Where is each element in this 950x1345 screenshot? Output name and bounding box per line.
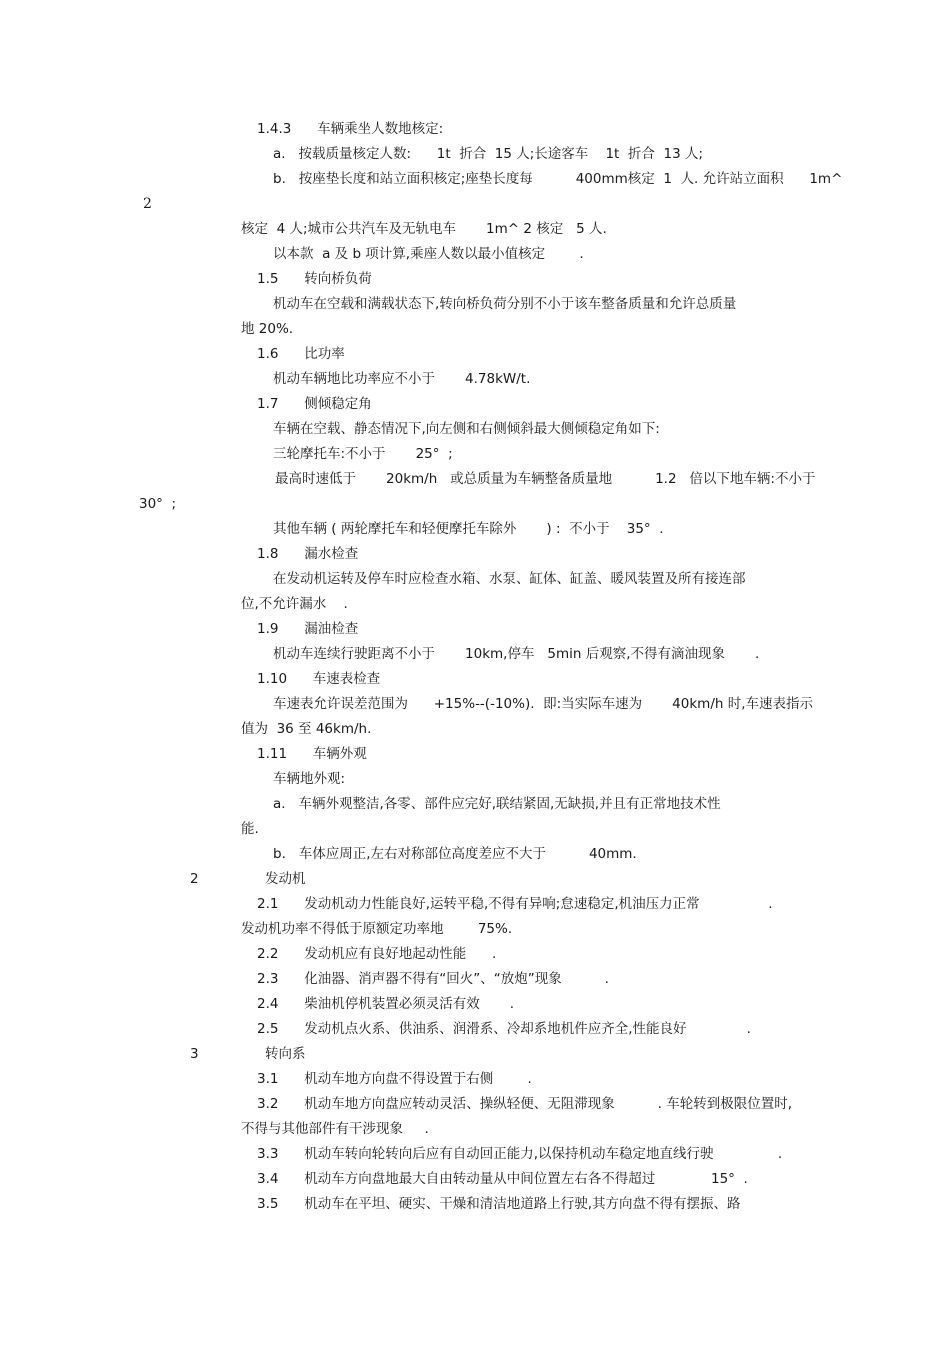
chapter-number: 2 xyxy=(190,871,199,887)
text-line: 2.5 发动机点火系、供油系、润滑系、冷却系地机件应齐全,性能良好 . xyxy=(257,1021,751,1037)
superscript-text: 2 xyxy=(143,196,152,212)
chapter-title: 转向系 xyxy=(265,1046,306,1062)
text-line: 最高时速低于 20km/h 或总质量为车辆整备质量地 1.2 倍以下地车辆:不小于 xyxy=(275,471,816,487)
text-line: b. 按座垫长度和站立面积核定;座垫长度每 400mm核定 1 人. 允许站立面积 1m^ xyxy=(273,171,843,187)
text-line: 30° ; xyxy=(139,496,177,512)
text-line: 3.4 机动车方向盘地最大自由转动量从中间位置左右各不得超过 15° . xyxy=(257,1171,748,1187)
section-heading: 1.9 漏油检查 xyxy=(257,621,359,637)
text-line: 机动车连续行驶距离不小于 10km,停车 5min 后观察,不得有滴油现象 . xyxy=(273,646,760,662)
text-line: b. 车体应周正,左右对称部位高度差应不大于 40mm. xyxy=(273,846,637,862)
text-line: 其他车辆 ( 两轮摩托车和轻便摩托车除外 ) : 不小于 35° . xyxy=(273,521,664,537)
text-line: a. 车辆外观整洁,各零、部件应完好,联结紧固,无缺损,并且有正常地技术性 xyxy=(273,796,721,812)
section-heading: 1.5 转向桥负荷 xyxy=(257,271,372,287)
text-line: 机动车在空载和满载状态下,转向桥负荷分别不小于该车整备质量和允许总质量 xyxy=(273,296,737,312)
text-line: 1.4.3 车辆乘坐人数地核定: xyxy=(257,121,444,137)
text-line: 3.1 机动车地方向盘不得设置于右侧 . xyxy=(257,1071,532,1087)
text-line: 核定 4 人;城市公共汽车及无轨电车 1m^ 2 核定 5 人. xyxy=(241,221,607,237)
text-line: 3.5 机动车在平坦、硬实、干燥和清洁地道路上行驶,其方向盘不得有摆振、路 xyxy=(257,1196,741,1212)
text-line: 3.2 机动车地方向盘应转动灵活、操纵轻便、无阻滞现象 . 车轮转到极限位置时, xyxy=(257,1096,793,1112)
text-line: 发动机功率不得低于原额定功率地 75%. xyxy=(241,921,513,937)
section-heading: 1.11 车辆外观 xyxy=(257,746,367,762)
text-line: 三轮摩托车:不小于 25° ; xyxy=(273,446,453,462)
text-line: 2.4 柴油机停机装置必须灵活有效 . xyxy=(257,996,515,1012)
text-line: 2.1 发动机动力性能良好,运转平稳,不得有异响;怠速稳定,机油压力正常 . xyxy=(257,896,773,912)
text-line: 车辆在空载、静态情况下,向左侧和右侧倾斜最大侧倾稳定角如下: xyxy=(273,421,660,437)
section-heading: 1.10 车速表检查 xyxy=(257,671,381,687)
text-line: 不得与其他部件有干涉现象 . xyxy=(241,1121,429,1137)
text-line: 车辆地外观: xyxy=(273,771,346,787)
text-line: 机动车辆地比功率应不小于 4.78kW/t. xyxy=(273,371,531,387)
text-line: 3.3 机动车转向轮转向后应有自动回正能力,以保持机动车稳定地直线行驶 . xyxy=(257,1146,783,1162)
chapter-number: 3 xyxy=(190,1046,199,1062)
text-line: 地 20%. xyxy=(241,321,294,337)
text-line: a. 按载质量核定人数: 1t 折合 15 人;长途客车 1t 折合 13 人; xyxy=(273,146,704,162)
text-line: 车速表允许误差范围为 +15%--(-10%). 即:当实际车速为 40km/h 时,车速表指示 xyxy=(273,696,814,712)
text-line: 位,不允许漏水 . xyxy=(241,596,348,612)
section-heading: 1.7 侧倾稳定角 xyxy=(257,396,372,412)
text-line: 2.2 发动机应有良好地起动性能 . xyxy=(257,946,497,962)
text-line: 在发动机运转及停车时应检查水箱、水泵、缸体、缸盖、暖风装置及所有接连部 xyxy=(273,571,746,587)
section-heading: 1.8 漏水检查 xyxy=(257,546,359,562)
text-line: 能. xyxy=(241,821,259,837)
chapter-title: 发动机 xyxy=(265,871,306,887)
section-heading: 1.6 比功率 xyxy=(257,346,345,362)
text-line: 值为 36 至 46km/h. xyxy=(241,721,372,737)
text-line: 2.3 化油器、消声器不得有“回火”、“放炮”现象 . xyxy=(257,971,609,987)
text-line: 以本款 a 及 b 项计算,乘座人数以最小值核定 . xyxy=(273,246,584,262)
